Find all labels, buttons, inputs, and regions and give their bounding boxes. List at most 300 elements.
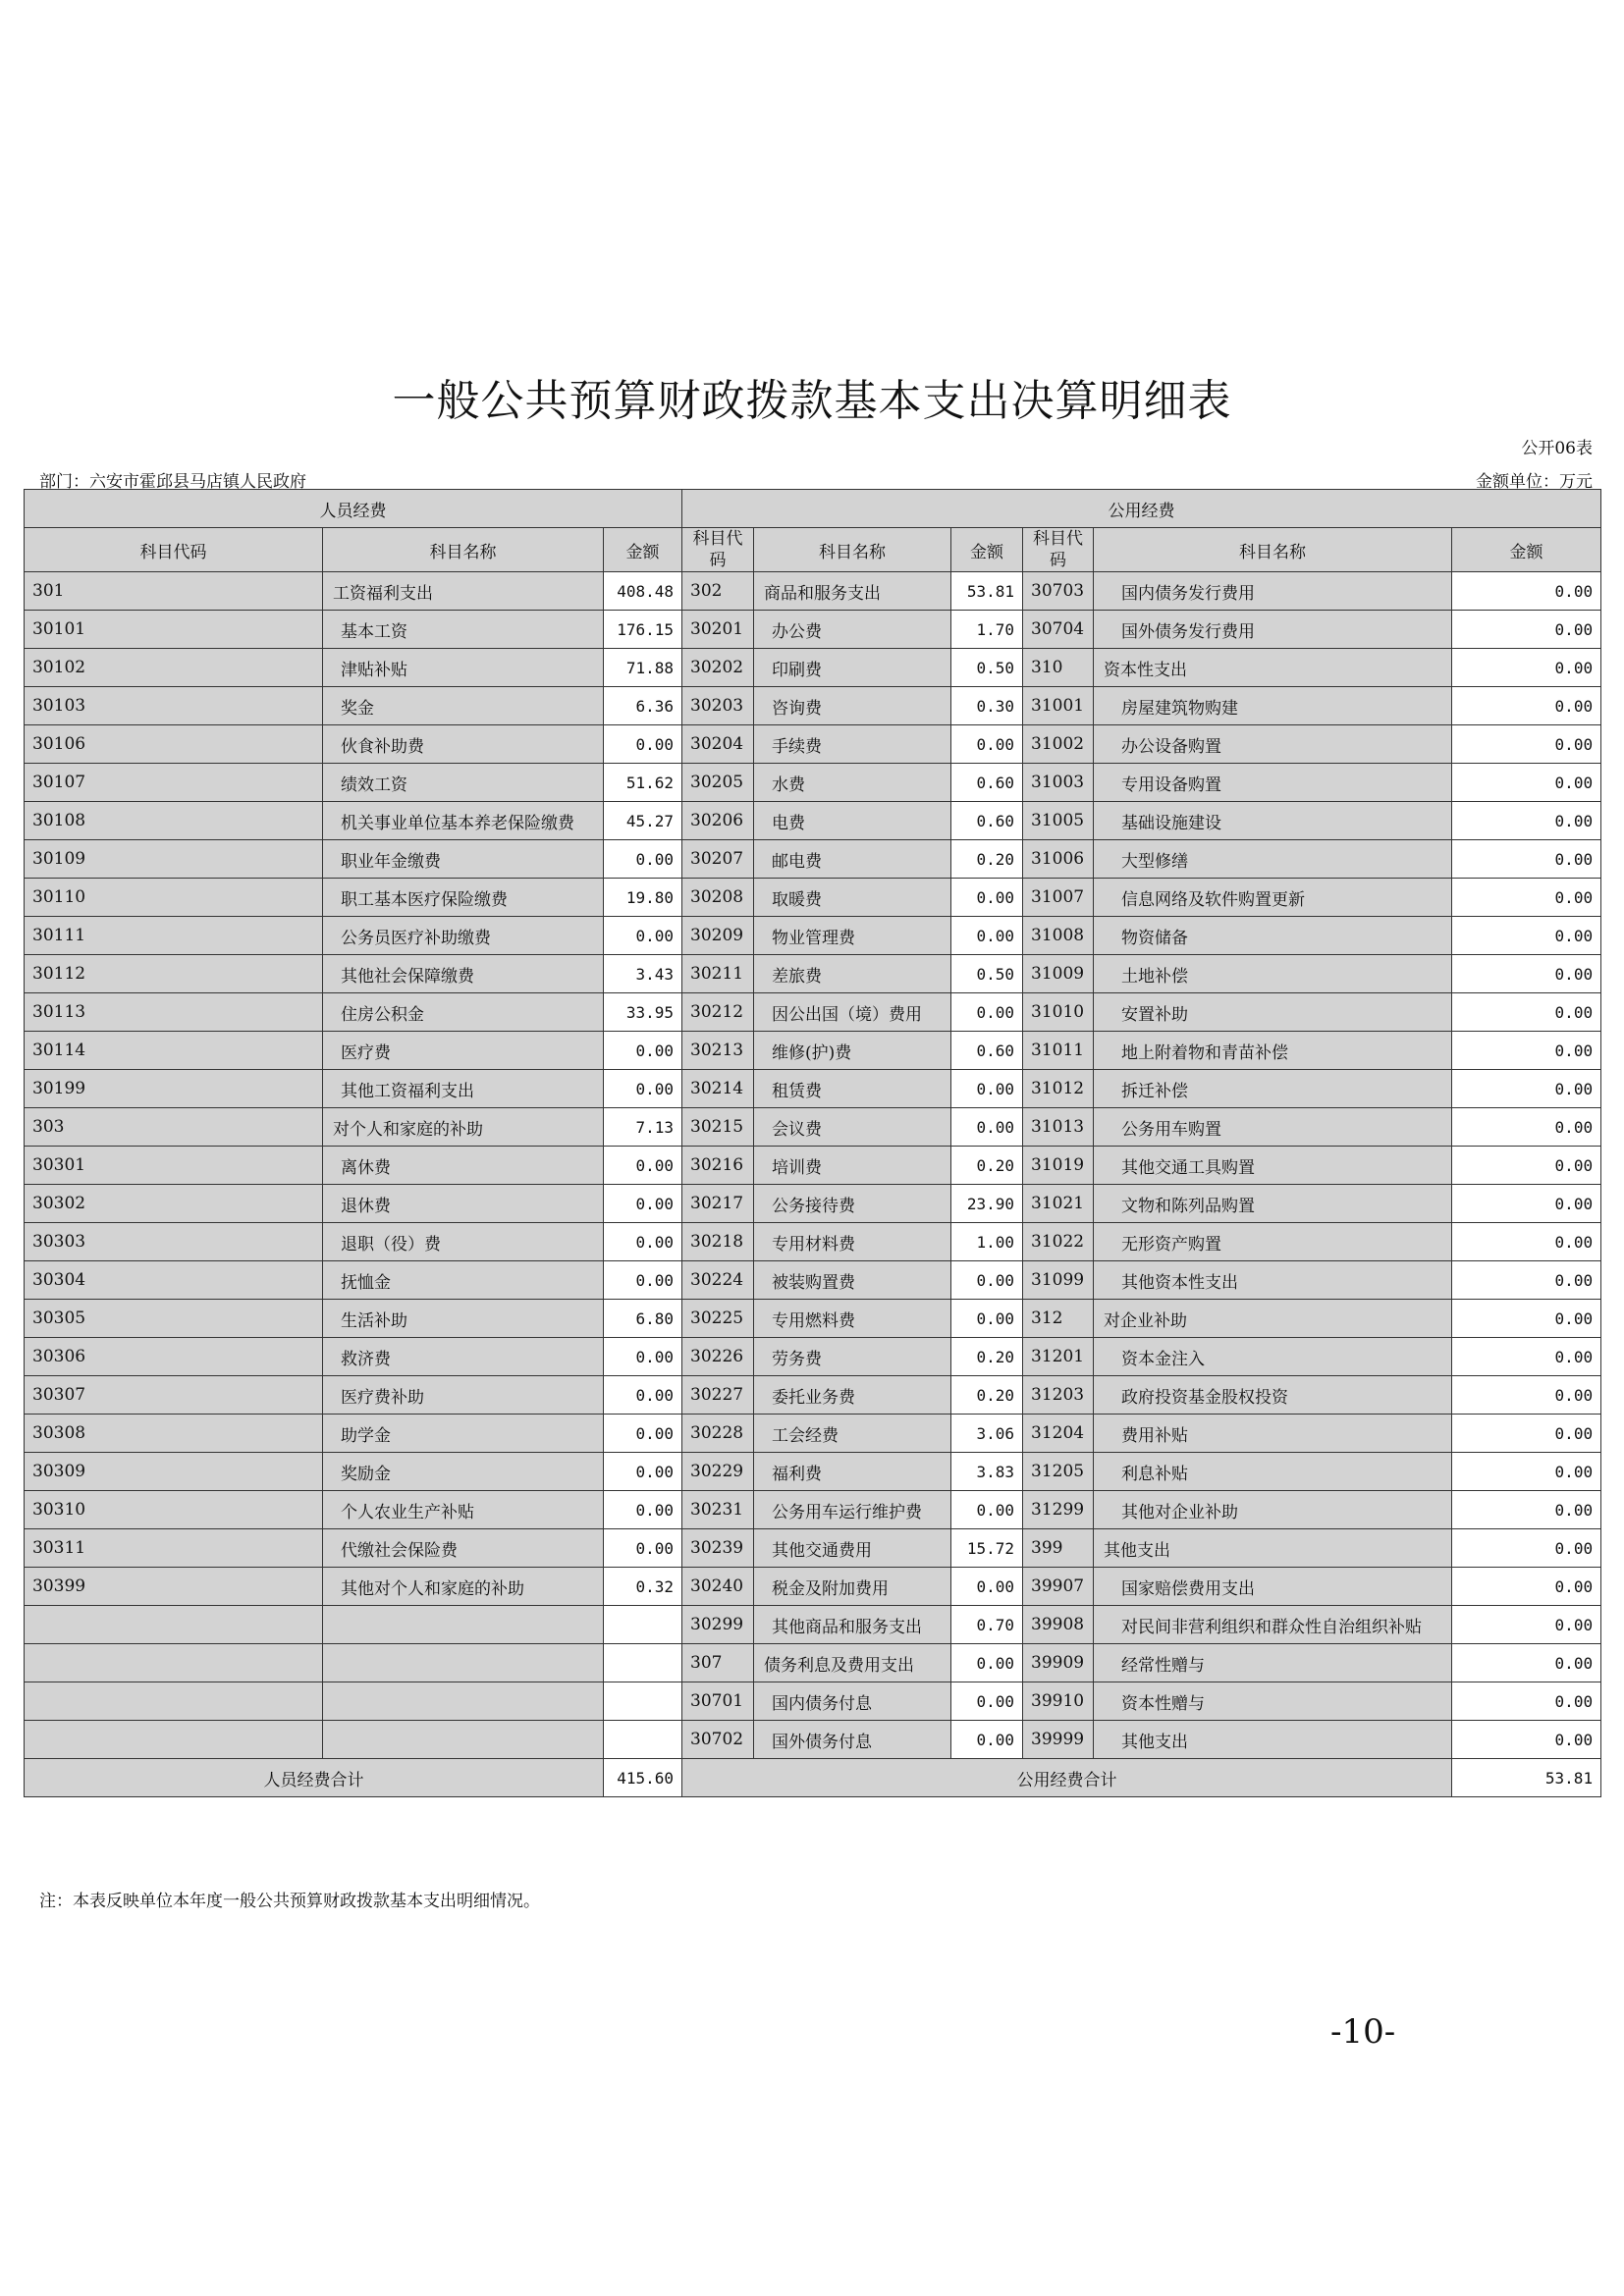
personnel-code-cell: 30304 <box>25 1261 323 1300</box>
public-code-cell: 31203 <box>1023 1376 1094 1415</box>
public-code-cell: 30701 <box>682 1682 754 1721</box>
table-row <box>25 879 1601 917</box>
public-code-cell: 31013 <box>1023 1108 1094 1147</box>
personnel-code-cell <box>25 1606 323 1644</box>
public-amount-cell: 0.00 <box>1452 687 1601 725</box>
personnel-amount-cell: 6.80 <box>604 1300 682 1338</box>
public-name-cell: 商品和服务支出 <box>754 572 951 611</box>
public-code-cell: 30227 <box>682 1376 754 1415</box>
table-row <box>25 1453 1601 1491</box>
public-amount-cell: 0.00 <box>1452 1032 1601 1070</box>
public-amount-cell: 0.00 <box>1452 1261 1601 1300</box>
public-amount-cell: 0.00 <box>1452 1721 1601 1759</box>
public-amount-cell: 1.70 <box>951 611 1023 649</box>
public-code-cell: 30204 <box>682 725 754 764</box>
personnel-name-cell: 其他工资福利支出 <box>323 1070 604 1108</box>
header-name: 科目名称 <box>754 528 951 572</box>
public-amount-cell: 0.00 <box>1452 1108 1601 1147</box>
public-code-cell: 30224 <box>682 1261 754 1300</box>
personnel-code-cell: 30113 <box>25 993 323 1032</box>
public-code-cell: 31001 <box>1023 687 1094 725</box>
personnel-name-cell: 其他社会保障缴费 <box>323 955 604 993</box>
personnel-code-cell <box>25 1644 323 1682</box>
personnel-name-cell: 住房公积金 <box>323 993 604 1032</box>
personnel-amount-cell: 51.62 <box>604 764 682 802</box>
public-amount-cell: 0.00 <box>951 1568 1023 1606</box>
personnel-name-cell <box>323 1644 604 1682</box>
personnel-amount-cell <box>604 1682 682 1721</box>
public-code-cell: 312 <box>1023 1300 1094 1338</box>
public-amount-cell: 0.00 <box>951 725 1023 764</box>
public-amount-cell: 0.20 <box>951 1376 1023 1415</box>
personnel-name-cell: 医疗费 <box>323 1032 604 1070</box>
public-name-cell: 其他交通工具购置 <box>1094 1147 1452 1185</box>
page-number: -10- <box>1330 2012 1396 2052</box>
public-code-cell: 30214 <box>682 1070 754 1108</box>
table-row <box>25 1300 1601 1338</box>
public-code-cell: 31011 <box>1023 1032 1094 1070</box>
public-amount-cell: 0.00 <box>1452 1185 1601 1223</box>
public-name-cell: 专用材料费 <box>754 1223 951 1261</box>
public-name-cell: 取暖费 <box>754 879 951 917</box>
public-amount-cell: 0.00 <box>1452 572 1601 611</box>
public-code-cell: 30213 <box>682 1032 754 1070</box>
public-amount-cell: 0.50 <box>951 955 1023 993</box>
table-row <box>25 1070 1601 1108</box>
personnel-code-cell: 30305 <box>25 1300 323 1338</box>
public-code-cell: 31010 <box>1023 993 1094 1032</box>
public-amount-cell: 15.72 <box>951 1529 1023 1568</box>
public-code-cell: 30207 <box>682 840 754 879</box>
personnel-code-cell: 30102 <box>25 649 323 687</box>
public-amount-cell: 0.00 <box>1452 1376 1601 1415</box>
public-amount-cell: 0.30 <box>951 687 1023 725</box>
personnel-amount-cell: 71.88 <box>604 649 682 687</box>
personnel-name-cell <box>323 1721 604 1759</box>
personnel-code-cell: 30107 <box>25 764 323 802</box>
table-row <box>25 687 1601 725</box>
personnel-name-cell: 离休费 <box>323 1147 604 1185</box>
personnel-name-cell <box>323 1606 604 1644</box>
public-amount-cell: 0.20 <box>951 1147 1023 1185</box>
public-amount-cell: 0.20 <box>951 1338 1023 1376</box>
personnel-amount-cell: 33.95 <box>604 993 682 1032</box>
personnel-code-cell: 30109 <box>25 840 323 879</box>
personnel-amount-cell: 45.27 <box>604 802 682 840</box>
public-code-cell: 30704 <box>1023 611 1094 649</box>
public-code-cell: 31008 <box>1023 917 1094 955</box>
personnel-name-cell: 公务员医疗补助缴费 <box>323 917 604 955</box>
personnel-code-cell: 30310 <box>25 1491 323 1529</box>
public-name-cell: 大型修缮 <box>1094 840 1452 879</box>
personnel-name-cell <box>323 1682 604 1721</box>
personnel-code-cell: 30309 <box>25 1453 323 1491</box>
public-code-cell: 31205 <box>1023 1453 1094 1491</box>
public-name-cell: 信息网络及软件购置更新 <box>1094 879 1452 917</box>
public-amount-cell: 0.00 <box>1452 1529 1601 1568</box>
public-code-cell: 39909 <box>1023 1644 1094 1682</box>
public-name-cell: 公务接待费 <box>754 1185 951 1223</box>
public-amount-cell: 0.00 <box>1452 802 1601 840</box>
public-name-cell: 其他对企业补助 <box>1094 1491 1452 1529</box>
personnel-amount-cell: 0.00 <box>604 725 682 764</box>
personnel-code-cell: 30101 <box>25 611 323 649</box>
public-amount-cell: 0.70 <box>951 1606 1023 1644</box>
department-label: 部门：六安市霍邱县马店镇人民政府 <box>39 472 306 492</box>
table-row <box>25 1415 1601 1453</box>
personnel-name-cell: 退职（役）费 <box>323 1223 604 1261</box>
public-amount-cell: 0.00 <box>1452 1491 1601 1529</box>
header-name: 科目名称 <box>1094 528 1452 572</box>
table-row <box>25 1376 1601 1415</box>
public-amount-cell: 1.00 <box>951 1223 1023 1261</box>
header-code: 科目代码 <box>25 528 323 572</box>
personnel-amount-cell: 176.15 <box>604 611 682 649</box>
personnel-amount-cell: 0.00 <box>604 1338 682 1376</box>
public-amount-cell: 0.00 <box>1452 879 1601 917</box>
public-name-cell: 国内债务发行费用 <box>1094 572 1452 611</box>
public-amount-cell: 0.00 <box>1452 1453 1601 1491</box>
table-row <box>25 1721 1601 1759</box>
public-name-cell: 费用补贴 <box>1094 1415 1452 1453</box>
public-code-cell: 30209 <box>682 917 754 955</box>
public-name-cell: 差旅费 <box>754 955 951 993</box>
personnel-code-cell <box>25 1682 323 1721</box>
header-amount: 金额 <box>951 528 1023 572</box>
public-name-cell: 其他商品和服务支出 <box>754 1606 951 1644</box>
public-code-cell: 30228 <box>682 1415 754 1453</box>
personnel-amount-cell: 0.00 <box>604 1415 682 1453</box>
public-name-cell: 国外债务发行费用 <box>1094 611 1452 649</box>
personnel-code-cell: 30114 <box>25 1032 323 1070</box>
table-row <box>25 802 1601 840</box>
public-code-cell: 30240 <box>682 1568 754 1606</box>
public-name-cell: 专用燃料费 <box>754 1300 951 1338</box>
public-amount-cell: 0.60 <box>951 802 1023 840</box>
public-amount-cell: 23.90 <box>951 1185 1023 1223</box>
public-amount-cell: 3.83 <box>951 1453 1023 1491</box>
public-code-cell: 30215 <box>682 1108 754 1147</box>
personnel-amount-cell: 6.36 <box>604 687 682 725</box>
public-amount-cell: 0.00 <box>951 1300 1023 1338</box>
public-name-cell: 基础设施建设 <box>1094 802 1452 840</box>
public-amount-cell: 0.00 <box>951 1070 1023 1108</box>
public-name-cell: 资本性赠与 <box>1094 1682 1452 1721</box>
public-code-cell: 30239 <box>682 1529 754 1568</box>
personnel-code-cell: 30110 <box>25 879 323 917</box>
personnel-amount-cell: 0.00 <box>604 917 682 955</box>
personnel-code-cell: 30306 <box>25 1338 323 1376</box>
table-row <box>25 1032 1601 1070</box>
public-code-cell: 31012 <box>1023 1070 1094 1108</box>
form-id: 公开06表 <box>1521 439 1593 458</box>
public-amount-cell: 0.00 <box>1452 840 1601 879</box>
public-code-cell: 30703 <box>1023 572 1094 611</box>
public-code-cell: 30218 <box>682 1223 754 1261</box>
public-code-cell: 30226 <box>682 1338 754 1376</box>
public-name-cell: 资本性支出 <box>1094 649 1452 687</box>
personnel-name-cell: 职工基本医疗保险缴费 <box>323 879 604 917</box>
public-amount-cell: 0.00 <box>1452 611 1601 649</box>
header-amount: 金额 <box>604 528 682 572</box>
document-title: 一般公共预算财政拨款基本支出决算明细表 <box>392 376 1232 426</box>
table-row <box>25 1529 1601 1568</box>
personnel-name-cell: 个人农业生产补贴 <box>323 1491 604 1529</box>
public-name-cell: 委托业务费 <box>754 1376 951 1415</box>
personnel-amount-cell: 0.00 <box>604 1147 682 1185</box>
footnote: 注：本表反映单位本年度一般公共预算财政拨款基本支出明细情况。 <box>39 1892 540 1911</box>
public-amount-cell: 0.50 <box>951 649 1023 687</box>
personnel-name-cell: 津贴补贴 <box>323 649 604 687</box>
expenditure-table <box>24 489 1601 1797</box>
public-amount-cell: 0.00 <box>1452 993 1601 1032</box>
public-code-cell: 30299 <box>682 1606 754 1644</box>
personnel-name-cell: 助学金 <box>323 1415 604 1453</box>
public-name-cell: 水费 <box>754 764 951 802</box>
personnel-name-cell: 抚恤金 <box>323 1261 604 1300</box>
table-row <box>25 1568 1601 1606</box>
public-name-cell: 专用设备购置 <box>1094 764 1452 802</box>
public-code-cell: 30231 <box>682 1491 754 1529</box>
personnel-code-cell: 303 <box>25 1108 323 1147</box>
public-amount-cell: 0.00 <box>1452 1070 1601 1108</box>
public-amount-cell: 0.00 <box>1452 1682 1601 1721</box>
public-amount-cell: 0.60 <box>951 1032 1023 1070</box>
personnel-total-amount: 415.60 <box>604 1759 682 1797</box>
table-row <box>25 1338 1601 1376</box>
public-amount-cell: 0.00 <box>951 879 1023 917</box>
personnel-code-cell <box>25 1721 323 1759</box>
public-code-cell: 307 <box>682 1644 754 1682</box>
header-code: 科目代码 <box>1023 528 1094 572</box>
personnel-amount-cell <box>604 1644 682 1682</box>
header-name: 科目名称 <box>323 528 604 572</box>
public-amount-cell: 0.00 <box>951 1491 1023 1529</box>
public-group-header: 公用经费 <box>682 490 1601 528</box>
public-name-cell: 其他支出 <box>1094 1529 1452 1568</box>
public-amount-cell: 0.00 <box>951 1644 1023 1682</box>
public-name-cell: 地上附着物和青苗补偿 <box>1094 1032 1452 1070</box>
public-amount-cell: 3.06 <box>951 1415 1023 1453</box>
personnel-name-cell: 其他对个人和家庭的补助 <box>323 1568 604 1606</box>
personnel-amount-cell: 0.00 <box>604 1070 682 1108</box>
personnel-code-cell: 30302 <box>25 1185 323 1223</box>
public-code-cell: 31019 <box>1023 1147 1094 1185</box>
public-amount-cell: 0.00 <box>1452 1147 1601 1185</box>
public-code-cell: 399 <box>1023 1529 1094 1568</box>
personnel-name-cell: 退休费 <box>323 1185 604 1223</box>
personnel-code-cell: 30111 <box>25 917 323 955</box>
personnel-amount-cell: 0.00 <box>604 1453 682 1491</box>
public-name-cell: 文物和陈列品购置 <box>1094 1185 1452 1223</box>
public-code-cell: 31006 <box>1023 840 1094 879</box>
public-code-cell: 30206 <box>682 802 754 840</box>
personnel-code-cell: 30399 <box>25 1568 323 1606</box>
personnel-name-cell: 生活补助 <box>323 1300 604 1338</box>
personnel-amount-cell <box>604 1606 682 1644</box>
table-row <box>25 649 1601 687</box>
table-row <box>25 1261 1601 1300</box>
public-name-cell: 物资储备 <box>1094 917 1452 955</box>
public-amount-cell: 0.00 <box>1452 649 1601 687</box>
public-code-cell: 30211 <box>682 955 754 993</box>
table-row <box>25 1223 1601 1261</box>
public-name-cell: 印刷费 <box>754 649 951 687</box>
public-name-cell: 咨询费 <box>754 687 951 725</box>
public-code-cell: 30203 <box>682 687 754 725</box>
public-amount-cell: 0.00 <box>951 1108 1023 1147</box>
table-row <box>25 764 1601 802</box>
personnel-name-cell: 绩效工资 <box>323 764 604 802</box>
public-amount-cell: 0.00 <box>1452 955 1601 993</box>
personnel-code-cell: 30301 <box>25 1147 323 1185</box>
table-row <box>25 725 1601 764</box>
public-code-cell: 39910 <box>1023 1682 1094 1721</box>
public-name-cell: 经常性赠与 <box>1094 1644 1452 1682</box>
public-name-cell: 其他支出 <box>1094 1721 1452 1759</box>
public-name-cell: 公务用车购置 <box>1094 1108 1452 1147</box>
public-amount-cell: 53.81 <box>951 572 1023 611</box>
personnel-name-cell: 机关事业单位基本养老保险缴费 <box>323 802 604 840</box>
unit-label: 金额单位：万元 <box>1476 472 1593 492</box>
table-row <box>25 840 1601 879</box>
public-code-cell: 31021 <box>1023 1185 1094 1223</box>
personnel-total-label: 人员经费合计 <box>25 1759 604 1797</box>
public-name-cell: 工会经费 <box>754 1415 951 1453</box>
public-code-cell: 31204 <box>1023 1415 1094 1453</box>
personnel-name-cell: 代缴社会保险费 <box>323 1529 604 1568</box>
table-row <box>25 1185 1601 1223</box>
public-amount-cell: 0.20 <box>951 840 1023 879</box>
public-amount-cell: 0.00 <box>1452 764 1601 802</box>
table-row <box>25 1606 1601 1644</box>
table-row <box>25 1491 1601 1529</box>
public-code-cell: 30702 <box>682 1721 754 1759</box>
public-code-cell: 310 <box>1023 649 1094 687</box>
public-amount-cell: 0.00 <box>951 1261 1023 1300</box>
public-name-cell: 其他资本性支出 <box>1094 1261 1452 1300</box>
table-row <box>25 1682 1601 1721</box>
public-code-cell: 31003 <box>1023 764 1094 802</box>
public-amount-cell: 0.00 <box>1452 725 1601 764</box>
public-code-cell: 31201 <box>1023 1338 1094 1376</box>
public-amount-cell: 0.00 <box>1452 1415 1601 1453</box>
personnel-amount-cell: 0.00 <box>604 1376 682 1415</box>
public-amount-cell: 0.00 <box>951 1682 1023 1721</box>
public-name-cell: 政府投资基金股权投资 <box>1094 1376 1452 1415</box>
public-amount-cell: 0.00 <box>1452 1223 1601 1261</box>
public-code-cell: 30201 <box>682 611 754 649</box>
public-name-cell: 国外债务付息 <box>754 1721 951 1759</box>
public-name-cell: 房屋建筑物购建 <box>1094 687 1452 725</box>
public-amount-cell: 0.00 <box>1452 1644 1601 1682</box>
table-row <box>25 572 1601 611</box>
personnel-amount-cell: 0.00 <box>604 1491 682 1529</box>
public-name-cell: 公务用车运行维护费 <box>754 1491 951 1529</box>
public-name-cell: 手续费 <box>754 725 951 764</box>
public-amount-cell: 0.00 <box>951 993 1023 1032</box>
personnel-amount-cell: 0.00 <box>604 1032 682 1070</box>
public-code-cell: 30217 <box>682 1185 754 1223</box>
personnel-code-cell: 30307 <box>25 1376 323 1415</box>
table-row <box>25 917 1601 955</box>
public-name-cell: 土地补偿 <box>1094 955 1452 993</box>
public-name-cell: 无形资产购置 <box>1094 1223 1452 1261</box>
public-name-cell: 会议费 <box>754 1108 951 1147</box>
header-amount: 金额 <box>1452 528 1601 572</box>
personnel-code-cell: 301 <box>25 572 323 611</box>
public-code-cell: 39999 <box>1023 1721 1094 1759</box>
personnel-name-cell: 对个人和家庭的补助 <box>323 1108 604 1147</box>
public-code-cell: 31299 <box>1023 1491 1094 1529</box>
personnel-amount-cell: 7.13 <box>604 1108 682 1147</box>
personnel-group-header: 人员经费 <box>25 490 682 528</box>
public-name-cell: 物业管理费 <box>754 917 951 955</box>
public-code-cell: 30229 <box>682 1453 754 1491</box>
public-name-cell: 维修(护)费 <box>754 1032 951 1070</box>
public-total-amount: 53.81 <box>1452 1759 1601 1797</box>
public-code-cell: 31099 <box>1023 1261 1094 1300</box>
public-name-cell: 因公出国（境）费用 <box>754 993 951 1032</box>
public-name-cell: 对企业补助 <box>1094 1300 1452 1338</box>
public-name-cell: 对民间非营利组织和群众性自治组织补贴 <box>1094 1606 1452 1644</box>
personnel-name-cell: 职业年金缴费 <box>323 840 604 879</box>
header-code: 科目代码 <box>682 528 754 572</box>
public-code-cell: 31005 <box>1023 802 1094 840</box>
public-code-cell: 30202 <box>682 649 754 687</box>
public-name-cell: 其他交通费用 <box>754 1529 951 1568</box>
public-name-cell: 福利费 <box>754 1453 951 1491</box>
personnel-amount-cell <box>604 1721 682 1759</box>
personnel-name-cell: 奖励金 <box>323 1453 604 1491</box>
public-name-cell: 劳务费 <box>754 1338 951 1376</box>
public-code-cell: 30208 <box>682 879 754 917</box>
table-body <box>25 572 1601 1759</box>
public-name-cell: 国内债务付息 <box>754 1682 951 1721</box>
table-row <box>25 1108 1601 1147</box>
personnel-code-cell: 30199 <box>25 1070 323 1108</box>
table-row <box>25 955 1601 993</box>
public-code-cell: 30225 <box>682 1300 754 1338</box>
public-code-cell: 31009 <box>1023 955 1094 993</box>
public-amount-cell: 0.00 <box>951 917 1023 955</box>
public-name-cell: 被装购置费 <box>754 1261 951 1300</box>
table-row <box>25 1644 1601 1682</box>
table-row <box>25 993 1601 1032</box>
public-amount-cell: 0.00 <box>1452 917 1601 955</box>
public-name-cell: 资本金注入 <box>1094 1338 1452 1376</box>
public-name-cell: 国家赔偿费用支出 <box>1094 1568 1452 1606</box>
public-name-cell: 培训费 <box>754 1147 951 1185</box>
public-code-cell: 39907 <box>1023 1568 1094 1606</box>
public-code-cell: 39908 <box>1023 1606 1094 1644</box>
personnel-code-cell: 30103 <box>25 687 323 725</box>
personnel-amount-cell: 0.32 <box>604 1568 682 1606</box>
public-code-cell: 31007 <box>1023 879 1094 917</box>
public-name-cell: 邮电费 <box>754 840 951 879</box>
personnel-name-cell: 医疗费补助 <box>323 1376 604 1415</box>
personnel-name-cell: 基本工资 <box>323 611 604 649</box>
table-row <box>25 1147 1601 1185</box>
public-code-cell: 31022 <box>1023 1223 1094 1261</box>
personnel-name-cell: 救济费 <box>323 1338 604 1376</box>
public-name-cell: 办公费 <box>754 611 951 649</box>
personnel-name-cell: 工资福利支出 <box>323 572 604 611</box>
public-name-cell: 税金及附加费用 <box>754 1568 951 1606</box>
public-amount-cell: 0.00 <box>1452 1300 1601 1338</box>
public-code-cell: 31002 <box>1023 725 1094 764</box>
personnel-amount-cell: 3.43 <box>604 955 682 993</box>
